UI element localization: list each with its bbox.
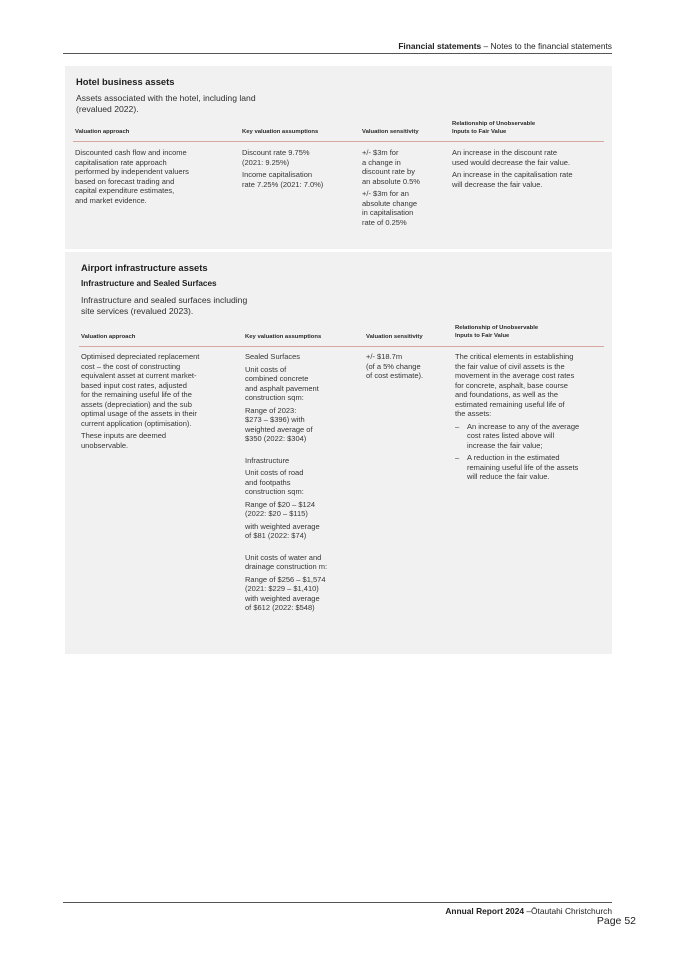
text-line: performed by independent valuers (75, 167, 189, 176)
assumption-paragraph (245, 352, 361, 362)
footer-rule (63, 902, 612, 903)
text-line: rate of 0.25% (362, 217, 407, 227)
text-line: Infrastructure and sealed surfaces including (81, 295, 248, 305)
hotel-header-assumptions: Key valuation assumptions (242, 129, 319, 135)
text-paragraph (452, 170, 607, 189)
assumption-line: with weighted average (245, 521, 320, 531)
assumption-paragraph (245, 365, 361, 403)
text-line: of cost estimate). (366, 371, 424, 380)
assumption-line: (2022: $20 – $115) (245, 509, 308, 518)
text-line: the fair value of civil assets is the (455, 361, 565, 371)
assumption-line: drainage construction m: (245, 562, 328, 571)
text-line: equivalent asset at current market- (81, 371, 197, 380)
assumption-line: Range of $20 – $124 (245, 499, 316, 509)
text-line: a change in (362, 157, 401, 167)
text-paragraph (452, 148, 607, 167)
text-line: optimal usage of the assets in their (81, 409, 197, 418)
assumption-paragraph (245, 553, 361, 572)
assumption-line: Range of 2023: (245, 405, 297, 415)
assumption-paragraph (245, 500, 361, 519)
text-line: +/- $3m for an (362, 189, 409, 198)
text-line: Discount rate 9.75% (242, 148, 310, 157)
bullet-line: cost rates listed above will (467, 431, 555, 440)
text-line: (of a 5% change (366, 361, 421, 371)
text-line: used would decrease the fair value. (452, 157, 570, 167)
text-paragraph (362, 148, 447, 186)
assumption-paragraph (245, 575, 361, 613)
bullet-item (455, 453, 607, 482)
airport-header-approach: Valuation approach (81, 334, 136, 340)
hotel-sensitivity-cell (362, 148, 447, 230)
text-line: an absolute 0.5% (362, 176, 420, 186)
text-line: The critical elements in establishing (455, 352, 574, 361)
airport-sensitivity-cell (366, 352, 451, 381)
text-line: the assets: (455, 409, 492, 418)
text-line: +/- $3m for (362, 148, 399, 157)
assumption-paragraph (245, 522, 361, 541)
airport-relationship-bullets (455, 422, 607, 482)
text-line: An increase in the capitalisation rate (452, 170, 573, 179)
airport-assets-panel (65, 252, 612, 654)
hotel-header-sensitivity: Valuation sensitivity (362, 129, 419, 135)
text-line: capitalisation rate approach (75, 157, 167, 167)
hotel-assets-panel (65, 66, 612, 249)
hotel-header-approach: Valuation approach (75, 129, 130, 135)
group-spacer (245, 544, 361, 553)
assumption-line: Unit costs of road (245, 468, 304, 477)
text-line: in capitalisation (362, 208, 414, 217)
text-line: current application (optimisation). (81, 418, 192, 428)
assumption-line: construction sqm: (245, 487, 304, 496)
text-line: These inputs are deemed (81, 431, 167, 440)
text-line: Discounted cash flow and income (75, 148, 187, 157)
text-line: Assets associated with the hotel, including land (76, 93, 256, 103)
assumption-line: Unit costs of (245, 364, 287, 374)
assumption-group (245, 352, 361, 444)
hotel-approach-cell (75, 148, 237, 205)
bullet-item (455, 422, 607, 451)
text-line: for the remaining useful life of the (81, 390, 192, 399)
hotel-relationship-cell (452, 148, 607, 192)
running-header (63, 41, 612, 51)
text-line: site services (revalued 2023). (81, 306, 194, 317)
text-paragraph (81, 431, 241, 450)
text-line: Relationship of Unobservable (452, 121, 536, 127)
text-line: +/- $18.7m (366, 352, 403, 361)
assumption-line: weighted average of (245, 424, 313, 434)
text-line: rate 7.25% (2021: 7.0%) (242, 179, 324, 189)
airport-header-sensitivity: Valuation sensitivity (366, 334, 423, 340)
text-line: (2021: 9.25%) (242, 157, 290, 167)
airport-title: Airport infrastructure assets (81, 262, 208, 273)
text-paragraph (362, 189, 447, 227)
text-line: capital expenditure estimates, (75, 186, 175, 195)
footer-location: –Ōtautahi Christchurch (524, 906, 612, 916)
group-spacer (245, 447, 361, 456)
airport-header-assumptions: Key valuation assumptions (245, 334, 322, 340)
hotel-header-rule (73, 141, 604, 142)
assumption-line: $350 (2022: $304) (245, 434, 307, 443)
text-paragraph (242, 170, 357, 189)
footer-report: Annual Report 2024 (445, 906, 525, 916)
text-line: Inputs to Fair Value (455, 332, 510, 339)
assumption-line: and asphalt pavement (245, 383, 319, 393)
text-line: Income capitalisation (242, 170, 313, 179)
text-paragraph (242, 148, 357, 167)
assumption-line: (2021: $229 – $1,410) (245, 584, 319, 593)
header-subsection: – Notes to the financial statements (481, 41, 612, 51)
text-line: Relationship of Unobservable (455, 325, 539, 331)
assumption-line: Infrastructure (245, 455, 290, 465)
hotel-assumptions-cell (242, 148, 357, 192)
hotel-title: Hotel business assets (76, 76, 175, 87)
header-rule (63, 53, 612, 54)
header-section: Financial statements (398, 41, 482, 51)
text-paragraph (81, 352, 241, 428)
bullet-line: will reduce the fair value. (467, 472, 550, 481)
text-line: and market evidence. (75, 195, 147, 205)
text-line: based input cost rates, adjusted (81, 380, 187, 390)
text-line: will decrease the fair value. (452, 179, 543, 189)
bullet-marker: – (455, 453, 460, 462)
airport-intro (81, 295, 247, 318)
text-line: cost – the cost of constructing (81, 361, 181, 371)
text-line: based on forecast trading and (75, 176, 175, 186)
text-line: for concrete, asphalt, base course (455, 380, 568, 390)
assumption-line: construction sqm: (245, 393, 304, 402)
text-line: unobservable. (81, 440, 129, 450)
airport-assumptions-cell (245, 352, 361, 616)
text-line: and foundations, as well as the (455, 390, 558, 399)
airport-header-rule (79, 346, 604, 347)
assumption-line: with weighted average (245, 593, 320, 603)
text-line: (revalued 2022). (76, 104, 139, 115)
text-line: discount rate by (362, 167, 415, 176)
airport-subtitle: Infrastructure and Sealed Surfaces (81, 279, 217, 288)
airport-relationship-cell (455, 352, 607, 485)
assumption-paragraph (245, 468, 361, 497)
airport-header-relationship (455, 325, 538, 340)
assumption-line: of $612 (2022: $548) (245, 603, 315, 612)
text-line: absolute change (362, 198, 418, 208)
text-line: assets (depreciation) and the sub (81, 399, 192, 409)
text-line: Inputs to Fair Value (452, 128, 507, 135)
text-line: Optimised depreciated replacement (81, 352, 200, 361)
airport-relationship-intro (455, 352, 607, 419)
text-line: estimated remaining useful life of (455, 399, 565, 409)
text-line: An increase in the discount rate (452, 148, 558, 157)
bullet-line: remaining useful life of the assets (467, 462, 579, 472)
hotel-header-relationship (452, 121, 535, 136)
bullet-line: An increase to any of the average (467, 421, 580, 431)
bullet-line: increase the fair value; (467, 440, 543, 450)
assumption-line: Sealed Surfaces (245, 352, 301, 361)
assumption-group (245, 553, 361, 613)
assumption-paragraph (245, 456, 361, 466)
assumption-line: combined concrete (245, 374, 309, 383)
bullet-line: A reduction in the estimated (467, 453, 560, 462)
assumption-line: and footpaths (245, 477, 291, 487)
assumption-line: of $81 (2022: $74) (245, 531, 307, 540)
assumption-line: $273 – $396) with (245, 415, 305, 424)
hotel-intro (76, 93, 256, 116)
page-number: Page 52 (596, 915, 636, 927)
assumption-line: Range of $256 – $1,574 (245, 574, 326, 584)
airport-approach-cell (81, 352, 241, 453)
bullet-marker: – (455, 421, 460, 431)
assumption-group (245, 456, 361, 541)
assumption-line: Unit costs of water and (245, 552, 322, 562)
text-line: movement in the average cost rates (455, 371, 575, 380)
assumption-paragraph (245, 406, 361, 444)
